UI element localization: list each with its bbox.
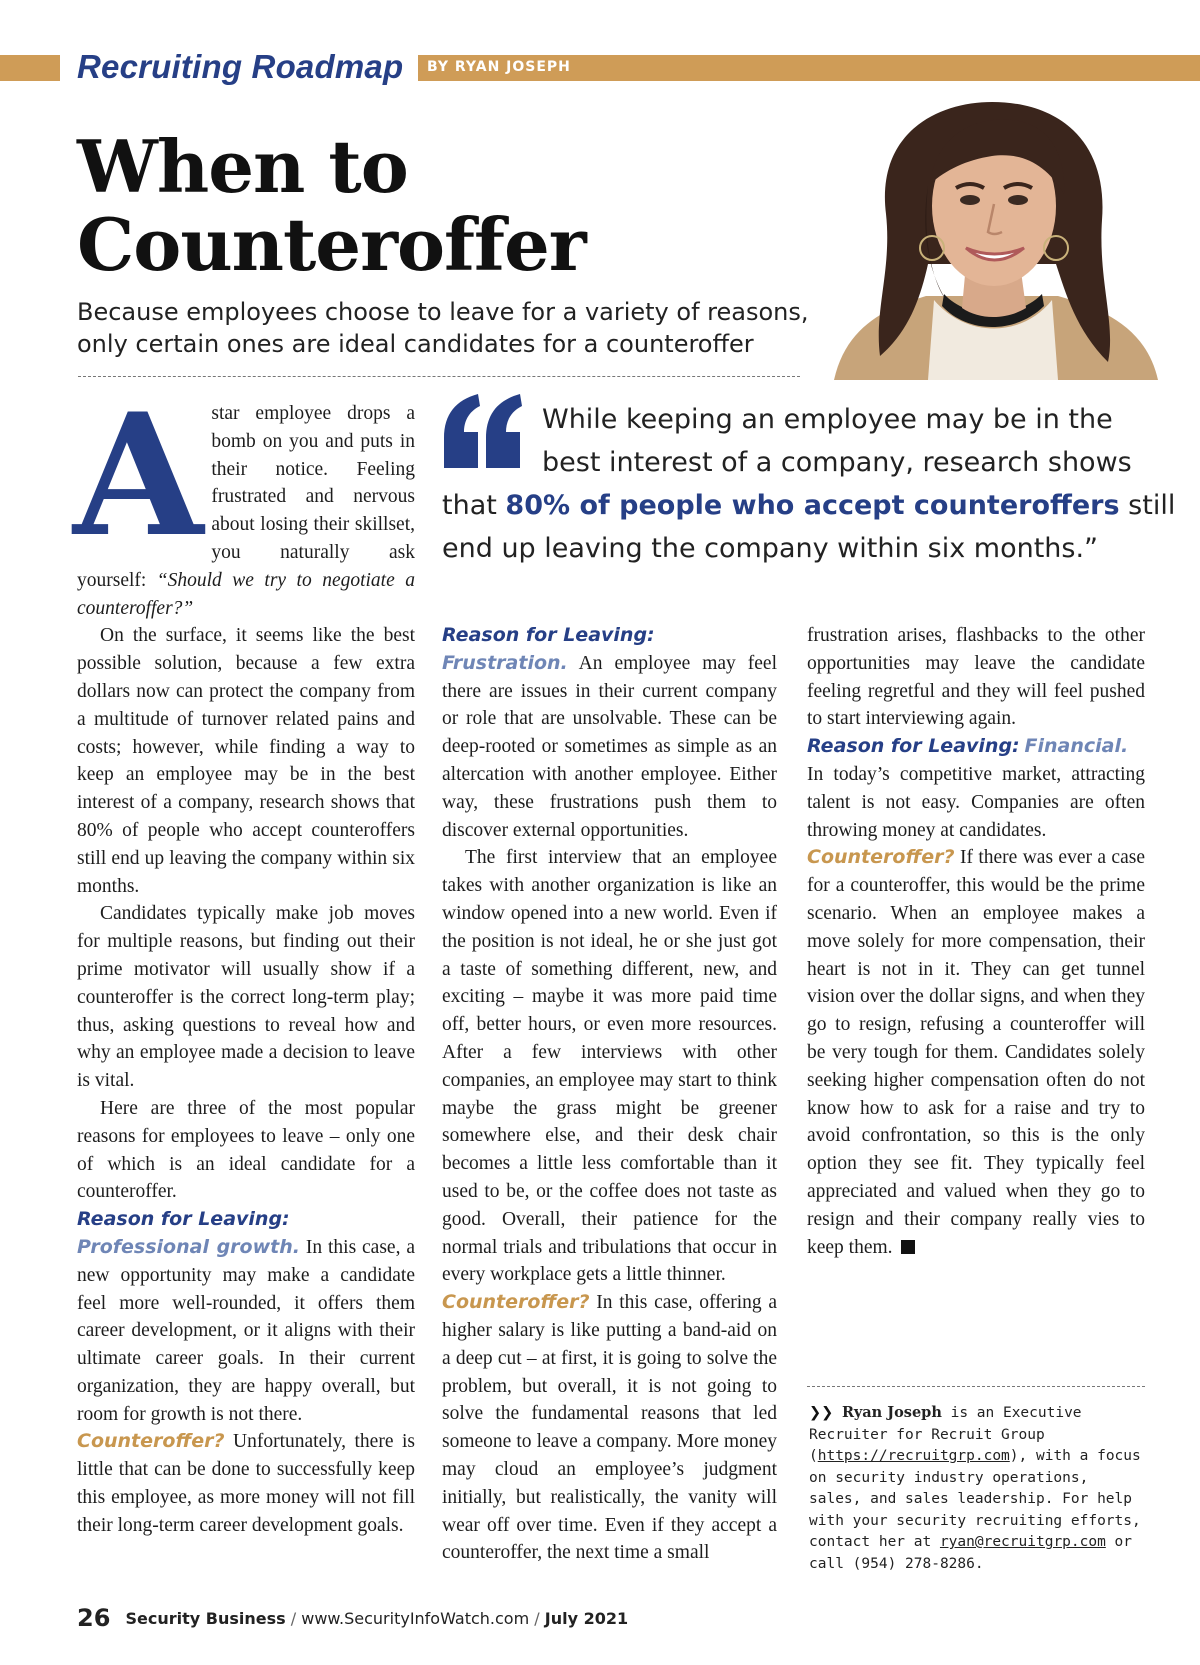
headline-line-2: Counteroffer (77, 202, 586, 287)
headline-line-1: When to (77, 124, 408, 209)
pull-quote-highlight: 80% of people who accept counteroffers (505, 490, 1120, 521)
header-band-left (0, 55, 60, 81)
paragraph: In today’s competitive market, attracting talent is not easy. Companies are often throwing money at candidates. (807, 763, 1145, 841)
pull-quote-line-3: that 80% of people who accept counteroffers still (442, 490, 1176, 521)
issue-date: July 2021 (544, 1609, 629, 1628)
pull-quote-line-4: end up leaving the company within six months.” (442, 533, 1099, 564)
drop-cap: A (73, 376, 204, 574)
counteroffer-continued: frustration arises, flashbacks to the other opportunities may leave the candidate feeling regretful and they will feel pushed to start interviewing again. (807, 625, 1145, 730)
counteroffer-paragraph: Counteroffer? If there was ever a case for a counteroffer, this would be the prime scenario. When an employee makes a move solely for more compensation, their heart is not in it. They can get tunnel vision over the dollar signs, and when they go to resign, refusing a counteroffer will be very tough for them. Candidates solely seeking higher compensation often do not know how to ask for a raise and try to avoid confrontation, so this is the only option they see fit. They typically feel appreciated and valued when they go to resign and their company really vies to keep them. (807, 846, 1145, 1258)
counteroffer-paragraph: Counteroffer? Unfortunately, there is little that can be done to successfully keep this employee, as more money will not fill their long-term career development goals. (77, 1430, 415, 1536)
reason-heading: Reason for Leaving: (442, 624, 655, 646)
deck-line-1: Because employees choose to leave for a variety of reasons, (77, 298, 809, 326)
section-title: Recruiting Roadmap (77, 48, 404, 85)
end-mark-icon (901, 1240, 915, 1254)
counteroffer-paragraph: Counteroffer? In this case, offering a higher salary is like putting a band-aid on a deep cut – at first, it is going to solve the problem, but overall, it is not going to solve the fundamental reasons that led someone to leave a company. More money may cloud an employee’s judgment initially, but realistically, the vanity will wear off over time. Even if they accept a counteroffer, the next time a small (442, 1291, 777, 1564)
paragraph: On the surface, it seems like the best possible solution, because a few extra dollars now can protect the company from a multitude of turnover related pains and costs; however, while finding a way to keep an employee may be in the best interest of a company, research shows that 80% of people who accept counteroffers still end up leaving the company within six months. (77, 625, 415, 897)
reason-paragraph: Frustration. An employee may feel there are issues in their current company or role that are unsolvable. These can be deep-rooted or sometimes as simple as an altercation with another employee. Either way, these frustrations push them to discover external opportunities. (442, 651, 777, 841)
headline (77, 124, 777, 287)
website: www.SecurityInfoWatch.com (301, 1609, 530, 1628)
publication-name: Security Business (125, 1609, 286, 1628)
article-column-1 (73, 376, 415, 1540)
deck-subtitle (77, 296, 837, 360)
deck-line-2: only certain ones are ideal candidates for a counteroffer (77, 330, 754, 358)
double-chevron-icon: ❯❯ (809, 1405, 834, 1421)
author-name: Ryan Joseph (842, 1404, 942, 1421)
author-bio: ❯❯ Ryan Joseph is an Executive Recruiter for Recruit Group (https://recruitgrp.com), with a focus on security industry operations, sales, and sales leadership. For help with your security recruiting efforts, contact her at ryan@recruitgrp.com or call (954) 278-8286. (809, 1404, 1141, 1572)
bio-divider (807, 1386, 1145, 1387)
pull-quote (442, 398, 1176, 570)
article-column-3 (807, 622, 1145, 1261)
pull-quote-line-2: best interest of a company, research shows (542, 447, 1132, 478)
paragraph: Candidates typically make job moves for multiple reasons, but finding out their prime motivator will usually show if a counteroffer is the correct long-term play; thus, asking questions to reveal how and why an employee made a decision to leave is vital. (77, 903, 415, 1092)
bio-email-link[interactable]: ryan@recruitgrp.com (939, 1534, 1106, 1550)
page-footer: 26 Security Business / www.SecurityInfoWatch.com / July 2021 (77, 1604, 629, 1632)
reason-heading: Reason for Leaving: (77, 1208, 290, 1231)
reason-paragraph: Professional growth. In this case, a new opportunity may make a candidate feel more well-rounded, it offers them career development, or it aligns with their ultimate career goals. In their current organization, they are happy overall, but room for growth is not there. (77, 1235, 415, 1425)
byline: BY RYAN JOSEPH (427, 59, 571, 75)
paragraph: Here are three of the most popular reasons for employees to leave – only one of which is an ideal candidate for a counteroffer. (77, 1097, 415, 1203)
paragraph: The first interview that an employee takes with another organization is like an window opened into a new world. Even if the position is not ideal, he or she just got a taste of something different, new, and exciting – maybe it was more paid time off, better hours, or even more resources. After a few interviews with other companies, an employee may start to think maybe the grass might be greener somewhere else, and their desk chair becomes a little less comfortable than it used to be, or the coffee does not taste as good. Overall, their patience for the normal trials and tribulations that occur in every workplace gets a little thinner. (442, 847, 777, 1286)
article-column-2 (442, 622, 777, 1567)
lead-paragraph: Astar employee drops a bomb on you and puts in their notice. Feeling frustrated and nervous about losing their skillset, you naturally ask yourself: “Should we try to negotiate a counteroffer?” (73, 376, 415, 619)
author-portrait-image (816, 94, 1168, 380)
page-number: 26 (77, 1604, 111, 1632)
bio-website-link[interactable]: https://recruitgrp.com (817, 1448, 1010, 1464)
reason-heading: Reason for Leaving: Financial. (807, 735, 1129, 758)
pull-quote-line-1: While keeping an employee may be in the (542, 404, 1113, 435)
